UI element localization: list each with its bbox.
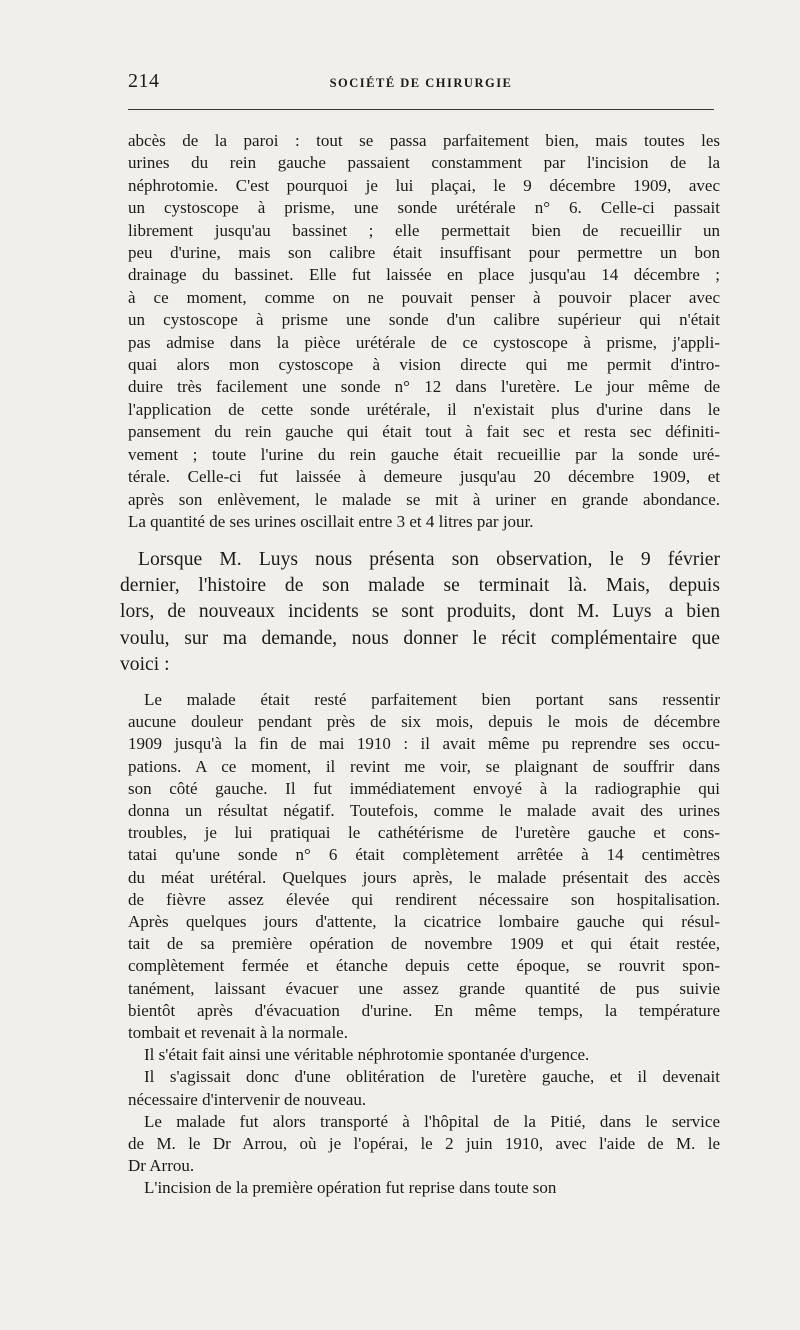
- text-line: un cystoscope à prisme, une sonde urétérale n° 6. Celle-ci passait: [128, 198, 720, 218]
- text-line: du méat urétéral. Quelques jours après, le malade présentait des accès: [128, 867, 720, 887]
- text-line: Le malade fut alors transporté à l'hôpital de la Pitié, dans le service: [144, 1111, 720, 1131]
- text-line: complètement fermée et étanche depuis cette époque, se rouvrit spon-: [128, 956, 720, 976]
- paragraph-block-3: [128, 689, 720, 1200]
- text-line: de fièvre assez élevée qui rendirent nécessaire son hospitalisation.: [128, 889, 720, 909]
- text-line: pansement du rein gauche qui était tout à fait sec et resta sec définiti-: [128, 422, 720, 442]
- text-line: vement ; toute l'urine du rein gauche était recueillie par la sonde uré-: [128, 444, 720, 464]
- text-line: tanément, laissant évacuer une assez grande quantité de pus suivie: [128, 978, 720, 998]
- text-line: tombait et revenait à la normale.: [128, 1023, 348, 1043]
- text-line: Il s'était fait ainsi une véritable néphrotomie spontanée d'urgence.: [144, 1045, 590, 1065]
- text-line: urines du rein gauche passaient constamment par l'incision de la: [128, 153, 720, 173]
- text-line: duire très facilement une sonde n° 12 dans l'uretère. Le jour même de: [128, 377, 720, 397]
- text-line: 1909 jusqu'à la fin de mai 1910 : il avait même pu reprendre ses occu-: [128, 734, 720, 754]
- page-number: 214: [128, 70, 160, 92]
- text-line: tait de sa première opération de novembre 1909 et qui était restée,: [128, 934, 720, 954]
- text-line: voulu, sur ma demande, nous donner le récit complémentaire que: [120, 627, 720, 649]
- text-line: troubles, je lui pratiquai le cathétérisme de l'uretère gauche et cons-: [128, 823, 720, 843]
- text-line: voici :: [120, 653, 170, 675]
- text-line: néphrotomie. C'est pourquoi je lui plaçai, le 9 décembre 1909, avec: [128, 175, 720, 195]
- text-line: nécessaire d'intervenir de nouveau.: [128, 1089, 367, 1109]
- text-line: Après quelques jours d'attente, la cicatrice lombaire gauche qui résul-: [128, 912, 720, 932]
- text-line: peu d'urine, mais son calibre était insuffisant pour permettre un bon: [128, 243, 720, 263]
- text-line: bientôt après d'évacuation d'urine. En même temps, la température: [128, 1000, 720, 1020]
- running-head: SOCIÉTÉ DE CHIRURGIE: [329, 76, 513, 90]
- text-line: donna un résultat négatif. Toutefois, comme le malade avait des urines: [128, 801, 720, 821]
- text-line: L'incision de la première opération fut reprise dans toute son: [144, 1178, 557, 1198]
- text-line: à ce moment, comme on ne pouvait penser à pouvoir placer avec: [128, 287, 720, 307]
- text-line: Il s'agissait donc d'une oblitération de l'uretère gauche, et il devenait: [144, 1067, 720, 1087]
- text-line: quai alors mon cystoscope à vision directe qui me permit d'intro-: [128, 355, 720, 375]
- text-line: Le malade était resté parfaitement bien portant sans ressentir: [144, 690, 720, 709]
- text-line: térale. Celle-ci fut laissée à demeure jusqu'au 20 décembre 1909, et: [128, 467, 720, 487]
- text-line: aucune douleur pendant près de six mois, depuis le mois de décembre: [128, 712, 720, 732]
- text-line: pations. A ce moment, il revint me voir, se plaignant de souffrir dans: [128, 756, 720, 776]
- text-line: La quantité de ses urines oscillait entre 3 et 4 litres par jour.: [128, 511, 534, 531]
- text-line: dernier, l'histoire de son malade se terminait là. Mais, depuis: [120, 575, 720, 597]
- text-line: lors, de nouveaux incidents se sont produits, dont M. Luys a bien: [120, 601, 720, 623]
- paragraph-block-1: [128, 130, 720, 533]
- text-line: Dr Arrou.: [128, 1156, 195, 1176]
- paragraph-block-2: [120, 547, 720, 678]
- text-line: de M. le Dr Arrou, où je l'opérai, le 2 juin 1910, avec l'aide de M. le: [128, 1134, 720, 1154]
- text-line: Lorsque M. Luys nous présenta son observation, le 9 février: [138, 549, 720, 570]
- text-line: tatai qu'une sonde n° 6 était complètement arrêtée à 14 centimètres: [128, 845, 720, 865]
- text-line: après son enlèvement, le malade se mit à uriner en grande abondance.: [128, 489, 720, 509]
- text-line: librement jusqu'au bassinet ; elle permettait bien de recueillir un: [128, 220, 720, 240]
- text-line: un cystoscope à prisme une sonde d'un calibre supérieur qui n'était: [128, 310, 720, 330]
- text-line: l'application de cette sonde urétérale, il n'existait plus d'urine dans le: [128, 399, 720, 419]
- text-line: pas admise dans la pièce urétérale de ce cystoscope à prisme, j'appli-: [128, 332, 720, 352]
- page-header: [128, 70, 714, 100]
- text-line: drainage du bassinet. Elle fut laissée en place jusqu'au 14 décembre ;: [128, 265, 720, 285]
- text-line: abcès de la paroi : tout se passa parfaitement bien, mais toutes les: [128, 131, 720, 150]
- header-rule: [128, 109, 714, 110]
- text-line: son côté gauche. Il fut immédiatement envoyé à la radiographie qui: [128, 778, 720, 798]
